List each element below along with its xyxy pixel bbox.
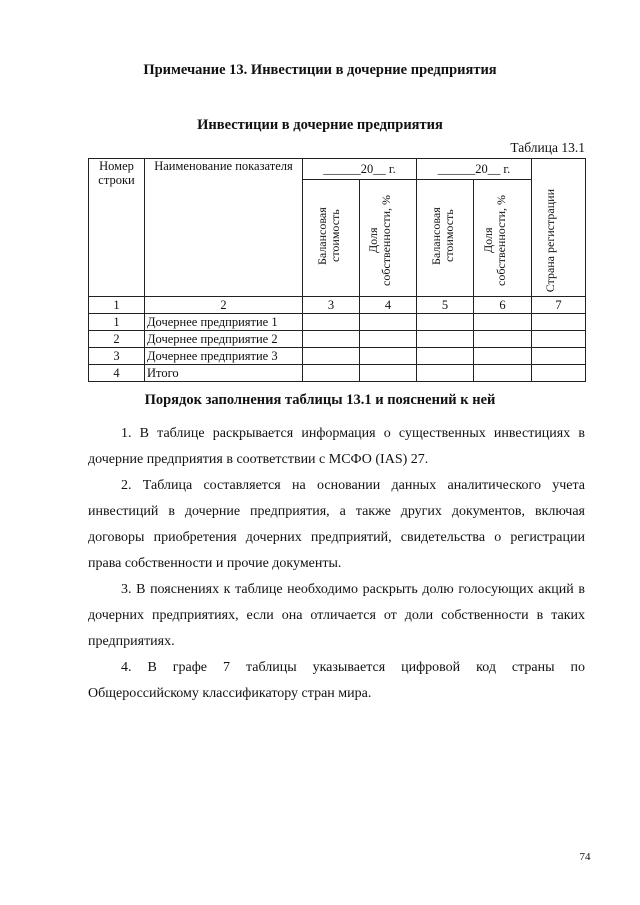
column-number: 6 [474, 297, 532, 314]
empty-cell [417, 365, 474, 382]
page-number: 74 [579, 851, 591, 863]
table-row [89, 314, 586, 331]
empty-cell [532, 331, 586, 348]
empty-cell [532, 314, 586, 331]
row-number: 1 [89, 314, 145, 331]
column-number: 5 [417, 297, 474, 314]
table-row [89, 365, 586, 382]
header-book-value-1-cell [303, 180, 360, 297]
header-ownership-share-1: Доля собственности, % [366, 194, 393, 286]
column-number: 2 [145, 297, 303, 314]
empty-cell [303, 314, 360, 331]
paragraph-4: 4. В графе 7 таблицы указывается цифровой код страны по Общероссийскому классификатору стран мира. [88, 660, 585, 701]
column-number: 1 [89, 297, 145, 314]
procedure-title: Порядок заполнения таблицы 13.1 и пояснений к ней [144, 392, 496, 408]
paragraph-1: 1. В таблице раскрывается информация о существенных инвестициях в дочерние предприятия в соответствии с МСФО (IAS) 27. [88, 426, 585, 467]
paragraph-2: 2. Таблица составляется на основании данных аналитического учета инвестиций в дочерние предприятия, а также других документов, включая договоры приобретения дочерних предприятий, свидетельства о регистрации права собственности и прочие документы. [88, 478, 585, 571]
empty-cell [360, 314, 417, 331]
row-name: Итого [145, 365, 303, 382]
header-book-value-2-cell [417, 180, 474, 297]
paragraph-3: 3. В пояснениях к таблице необходимо раскрыть долю голосующих акций в дочерних предприятиях, если она отличается от доли собственности в таких предприятиях. [88, 582, 585, 649]
header-ownership-share-2: Доля собственности, % [480, 194, 508, 286]
empty-cell [474, 365, 532, 382]
empty-cell [474, 314, 532, 331]
header-year-1: ______20__ г. [303, 159, 417, 180]
column-number: 3 [303, 297, 360, 314]
header-book-value-2: Балансовая стоимость [429, 207, 456, 265]
empty-cell [360, 365, 417, 382]
empty-cell [474, 331, 532, 348]
row-number: 3 [89, 348, 145, 365]
column-number: 4 [360, 297, 417, 314]
empty-cell [474, 348, 532, 365]
header-year-2: ______20__ г. [417, 159, 532, 180]
table-row [89, 348, 586, 365]
empty-cell [303, 331, 360, 348]
empty-cell [532, 365, 586, 382]
row-name: Дочернее предприятие 2 [145, 331, 303, 348]
row-name: Дочернее предприятие 3 [145, 348, 303, 365]
column-number: 7 [532, 297, 586, 314]
table-title: Инвестиции в дочерние предприятия [197, 117, 443, 133]
empty-cell [417, 314, 474, 331]
header-country: Страна регистрации [542, 188, 557, 292]
header-row-number: Номер строки [89, 159, 145, 297]
table-label: Таблица 13.1 [510, 140, 585, 155]
table-row [89, 331, 586, 348]
header-ownership-share-2-cell [474, 180, 532, 297]
empty-cell [417, 348, 474, 365]
note-title: Примечание 13. Инвестиции в дочерние предприятия [143, 62, 497, 78]
header-indicator-name: Наименование показателя [145, 159, 303, 297]
empty-cell [303, 365, 360, 382]
header-book-value-1: Балансовая стоимость [315, 207, 342, 265]
row-name: Дочернее предприятие 1 [145, 314, 303, 331]
header-country-cell [532, 159, 586, 297]
column-numbers-row [89, 297, 586, 314]
empty-cell [360, 331, 417, 348]
header-ownership-share-1-cell [360, 180, 417, 297]
empty-cell [417, 331, 474, 348]
empty-cell [360, 348, 417, 365]
row-number: 4 [89, 365, 145, 382]
investments-table [88, 158, 586, 382]
empty-cell [303, 348, 360, 365]
empty-cell [532, 348, 586, 365]
row-number: 2 [89, 331, 145, 348]
